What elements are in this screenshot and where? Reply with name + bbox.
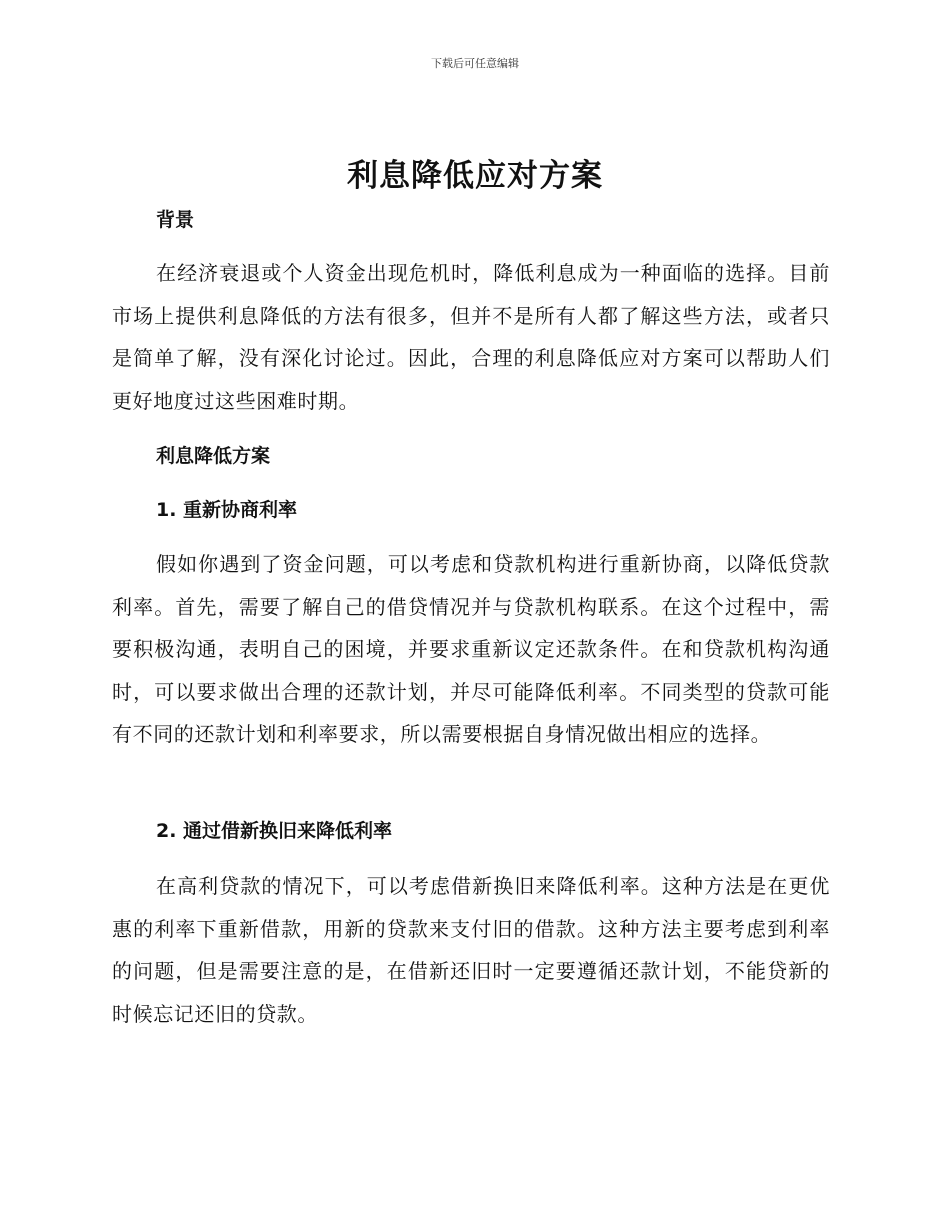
section-heading-background: 背景 bbox=[156, 209, 195, 231]
section-paragraph-background: 在经济衰退或个人资金出现危机时，降低利息成为一种面临的选择。目前市场上提供利息降低的方法有很多，但并不是所有人都了解这些方法，或者只是简单了解，没有深化讨论过。因此，合理的利息降低应对方案可以帮助人们更好地度过这些困难时期。 bbox=[112, 261, 830, 413]
page-header-note: 下载后可任意编辑 bbox=[431, 57, 519, 70]
section-paragraph-renegotiate: 假如你遇到了资金问题，可以考虑和贷款机构进行重新协商，以降低贷款利率。首先，需要了解自己的借贷情况并与贷款机构联系。在这个过程中，需要积极沟通，表明自己的困境，并要求重新议定还款条件。在和贷款机构沟通时，可以要求做出合理的还款计划，并尽可能降低利率。不同类型的贷款可能有不同的还款计划和利率要求，所以需要根据自身情况做出相应的选择。 bbox=[112, 552, 830, 746]
section-heading-renegotiate: 1. 重新协商利率 bbox=[156, 499, 298, 521]
document-title: 利息降低应对方案 bbox=[347, 158, 603, 194]
section-heading-refinance: 2. 通过借新换旧来降低利率 bbox=[156, 820, 393, 842]
section-heading-plans: 利息降低方案 bbox=[156, 445, 271, 467]
section-paragraph-refinance: 在高利贷款的情况下，可以考虑借新换旧来降低利率。这种方法是在更优惠的利率下重新借款，用新的贷款来支付旧的借款。这种方法主要考虑到利率的问题，但是需要注意的是，在借新还旧时一定要遵循还款计划，不能贷新的时候忘记还旧的贷款。 bbox=[112, 874, 830, 1026]
